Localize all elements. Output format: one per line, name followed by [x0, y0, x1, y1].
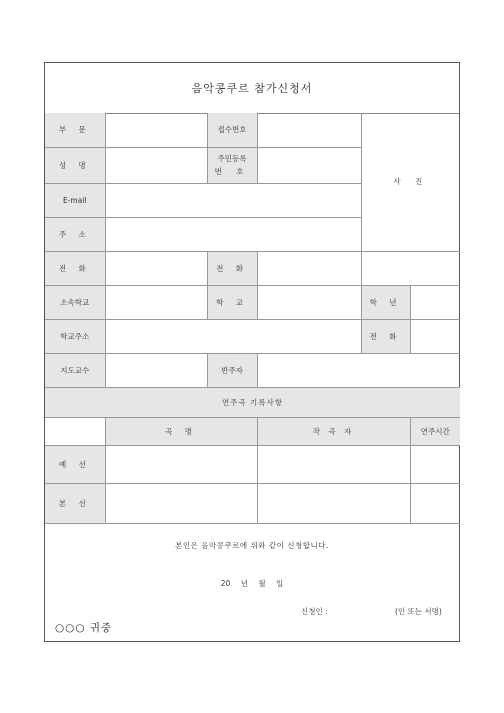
advisor-label: 지도교수: [45, 353, 105, 387]
division-field[interactable]: [105, 113, 207, 147]
school-label: 소속학교: [45, 285, 105, 319]
division-label: 부 문: [45, 113, 105, 147]
address-field[interactable]: [105, 217, 361, 251]
repertoire-corner: [45, 417, 105, 445]
signature-note: (인 또는 서명): [395, 607, 442, 616]
repertoire-header-title: 곡 명: [105, 417, 257, 445]
resident-number-label-line2: 번 호: [214, 167, 250, 176]
phone-label: 전 화: [45, 251, 105, 285]
preliminary-title-field[interactable]: [105, 445, 257, 483]
accompanist-field[interactable]: [257, 353, 460, 387]
school-short-label: 학 교: [207, 285, 257, 319]
name-field[interactable]: [105, 147, 207, 183]
resident-number-label-line1: 주민등록: [217, 154, 247, 163]
email-label: E-mail: [45, 183, 105, 217]
application-statement: 본인은 음악콩쿠르에 위와 같이 신청합니다.: [175, 541, 329, 550]
school-phone-field[interactable]: [410, 319, 460, 353]
phone-field[interactable]: [105, 251, 207, 285]
accompanist-label: 반주자: [207, 353, 257, 387]
form-footer: [45, 520, 459, 643]
preliminary-composer-field[interactable]: [257, 445, 410, 483]
repertoire-section-title: 연주곡 기록사항: [45, 387, 460, 417]
final-composer-field[interactable]: [257, 483, 410, 523]
final-duration-field[interactable]: [410, 483, 460, 523]
blank-cell: [361, 251, 460, 285]
phone2-label: 전 화: [207, 251, 257, 285]
preliminary-round-label: 예 선: [45, 445, 105, 483]
phone2-field[interactable]: [257, 251, 361, 285]
applicant-label: 신청인 :: [301, 607, 328, 616]
address-label: 주 소: [45, 217, 105, 251]
school-phone-label: 전 화: [361, 319, 410, 353]
application-form: [44, 62, 460, 642]
final-round-label: 본 선: [45, 483, 105, 523]
resident-number-field[interactable]: [257, 147, 361, 183]
repertoire-header-composer: 작 곡 자: [257, 417, 410, 445]
preliminary-duration-field[interactable]: [410, 445, 460, 483]
photo-label: 사 진: [393, 177, 429, 187]
school-short-field[interactable]: [257, 285, 361, 319]
form-table: [45, 113, 460, 524]
repertoire-header-duration: 연주시간: [410, 417, 460, 445]
form-title: 음악콩쿠르 참가신청서: [45, 63, 459, 114]
school-field[interactable]: [105, 285, 207, 319]
application-date: 20 년 월 일: [220, 579, 284, 588]
name-label: 성 명: [45, 147, 105, 183]
grade-field[interactable]: [410, 285, 460, 319]
addressee: ○○○ 귀중: [55, 622, 113, 634]
school-address-field[interactable]: [105, 319, 361, 353]
receipt-number-field[interactable]: [257, 113, 361, 147]
email-field[interactable]: [105, 183, 361, 217]
photo-box: [361, 113, 460, 251]
final-title-field[interactable]: [105, 483, 257, 523]
receipt-number-label: 접수번호: [207, 113, 257, 147]
grade-label: 학 년: [361, 285, 410, 319]
advisor-field[interactable]: [105, 353, 207, 387]
resident-number-label: [207, 147, 257, 183]
school-address-label: 학교주소: [45, 319, 105, 353]
